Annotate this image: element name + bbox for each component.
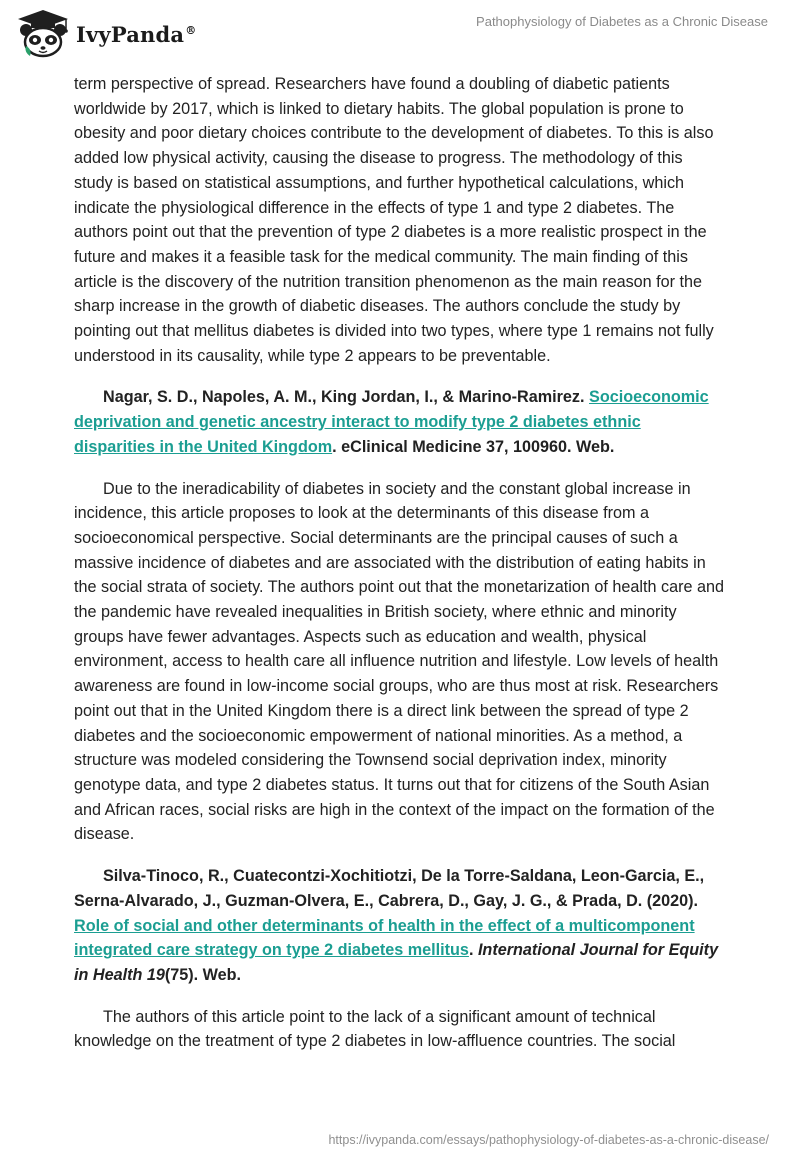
ivypanda-logo[interactable] [14,8,196,60]
panda-graduate-icon [14,8,72,60]
reference-authors: Nagar, S. D., Napoles, A. M., King Jordan, I., & Marino-Ramirez. [103,388,590,407]
reference-journal: International Journal for Equity in Health 19 [74,941,719,984]
reference-source: . eClinical Medicine 37, 100960. Web. [332,437,615,456]
reference-link-nagar[interactable]: Socioeconomic deprivation and genetic ancestry interact to modify type 2 diabetes ethnic disparities in the United Kingdom [74,388,709,456]
summary-paragraph-silva-tinoco: The authors of this article point to the lack of a significant amount of technical knowledge on the treatment of type 2 diabetes in low-affluence countries. The social [74,1007,676,1051]
document-body [74,72,724,1071]
paragraph-continuation: term perspective of spread. Researchers have found a doubling of diabetic patients worldwide by 2017, which is linked to dietary habits. The global population is prone to obesity and poor dietary choices contribute to the development of diabetes. To this is also added low physical activity, causing the disease to progress. The methodology of this study is based on statistical assumptions, and further hypothetical calculations, which indicate the physiological difference in the effects of type 1 and type 2 diabetes. The authors point out that the prevention of type 2 diabetes is a more realistic prospect in the future and makes it a feasible task for the medical community. The main finding of this article is the discovery of the nutrition transition phenomenon as the main reason for the sharp increase in the growth of diabetic diseases. The authors conclude the study by pointing out that mellitus diabetes is divided into two types, where type 1 remains not fully understood in its causality, while type 2 appears to be preventable. [74,75,714,365]
summary-paragraph-nagar: Due to the ineradicability of diabetes in society and the constant global increase in incidence, this article proposes to look at the determinants of this disease from a socioeconomical perspective. Social determinants are the principal causes of such a massive incidence of diabetes and are associated with the distribution of eating habits in the social strata of society. The authors point out that the monetarization of health care and the pandemic have revealed inequalities in British society, where ethnic and minority groups have fewer advantages. Aspects such as education and wealth, physical environment, access to health care all influence nutrition and lifestyle. Low levels of health awareness are found in low-income social groups, who are thus most at risk. Researchers point out that in the United Kingdom there is a direct link between the spread of type 2 diabetes and the socioeconomic empowerment of national minorities. As a method, a structure was modeled considering the Townsend social deprivation index, minority genotype data, and type 2 diabetes status. It turns out that for citizens of the South Asian and African races, social risks are high in the context of the impact on the formation of the disease. [74,479,724,844]
reference-entry-silva-tinoco [74,864,724,988]
page-header [0,0,800,70]
brand-name: IvyPanda® [76,21,197,47]
reference-entry-nagar [74,385,724,459]
reference-punctuation: . [468,941,474,960]
reference-source: (75). Web. [164,965,242,984]
document-title: Pathophysiology of Diabetes as a Chronic Disease [476,14,768,29]
page-footer-url[interactable]: https://ivypanda.com/essays/pathophysiology-of-diabetes-as-a-chronic-disease/ [328,1133,769,1147]
reference-link-silva-tinoco[interactable]: Role of social and other determinants of health in the effect of a multicomponent integrated care strategy on type 2 diabetes mellitus [74,916,695,960]
reference-authors: Silva-Tinoco, R., Cuatecontzi-Xochitiotzi, De la Torre-Saldana, Leon-Garcia, E., Serna-Alvarado, J., Guzman-Olvera, E., Cabrera, D., Gay, J. G., & Prada, D. (2020). [74,867,705,910]
